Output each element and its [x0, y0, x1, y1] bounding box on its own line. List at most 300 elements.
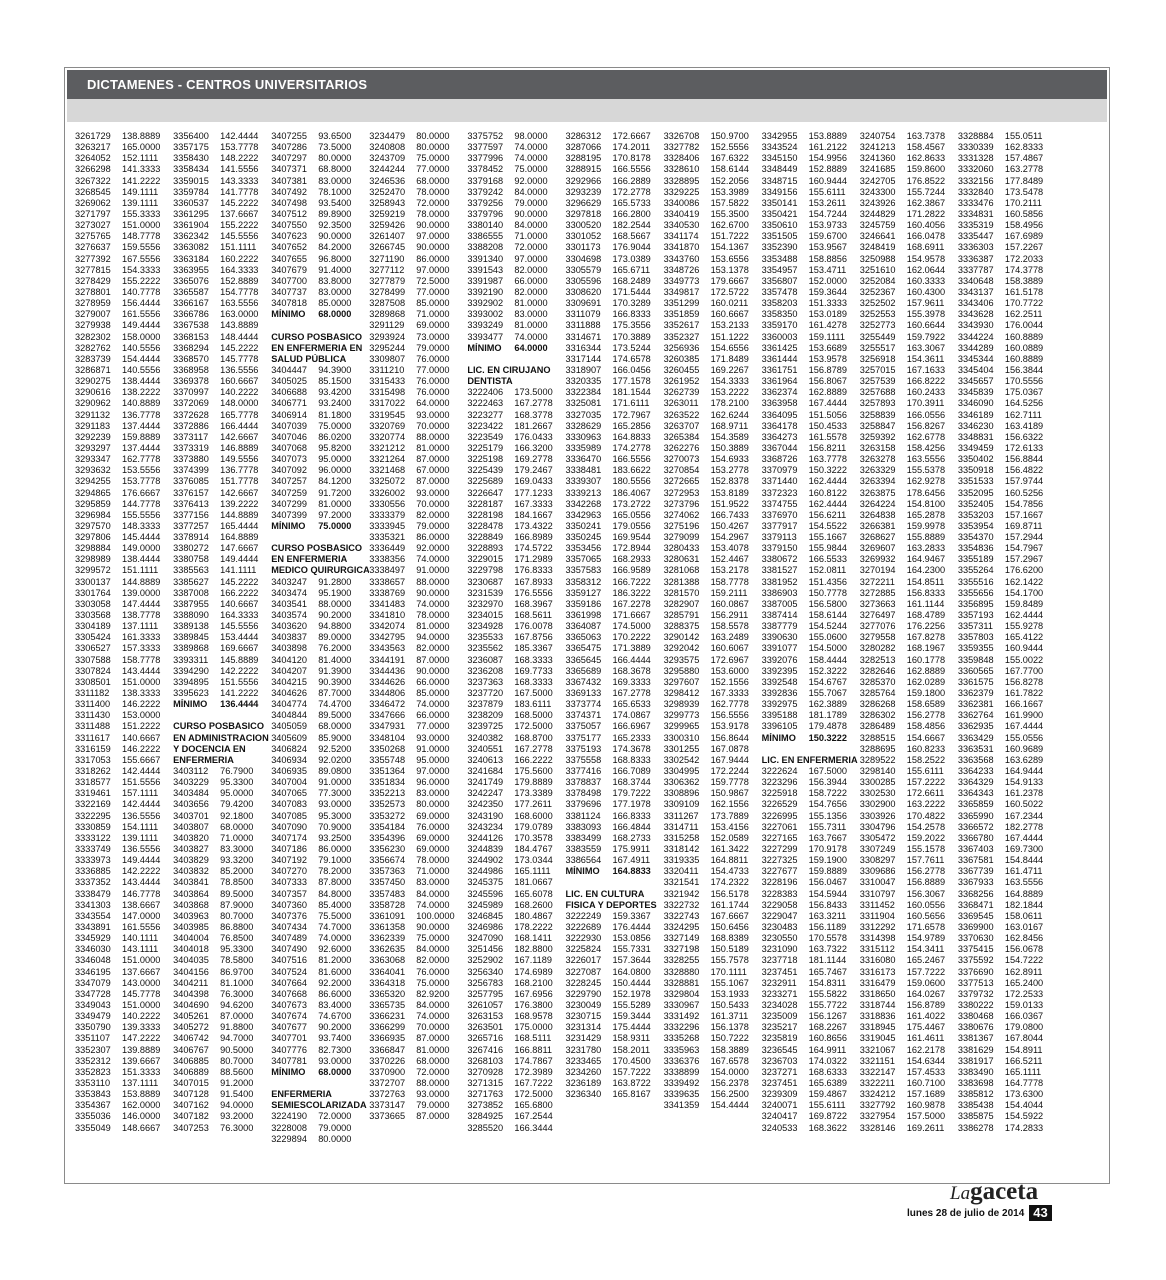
- result-row: 3352573 80.0000: [369, 799, 450, 810]
- result-row: 3240551 167.2778: [467, 743, 553, 754]
- result-row: 3222463 167.2778: [467, 398, 553, 409]
- result-row: 3333122 139.1111: [75, 832, 159, 843]
- result-row: 3403474 95.1900: [271, 587, 352, 598]
- program-heading: EN ENFERMERIA: [271, 554, 348, 565]
- result-row: 3369133 167.2778: [565, 688, 651, 699]
- result-row: 3392190 82.0000: [467, 286, 548, 297]
- result-row: 3403620 94.8800: [271, 621, 352, 632]
- result-row: 3288695 160.8233: [859, 743, 946, 754]
- result-row: 3240417 169.8722: [761, 1111, 847, 1122]
- result-row: 3341359 154.4444: [663, 1100, 749, 1111]
- result-row: 3275765 148.7778: [75, 231, 161, 242]
- result-row: 3362764 161.9900: [957, 710, 1044, 721]
- logo-la: La: [950, 1183, 971, 1204]
- result-row: 3263158 158.4256: [859, 442, 946, 453]
- section-header-bar: [67, 70, 1107, 99]
- result-row: 3361964 156.8067: [761, 376, 847, 387]
- result-row: 3282907 160.0867: [663, 598, 749, 609]
- result-row: 3228849 166.8989: [467, 532, 553, 543]
- result-row: 3379168 92.0000: [467, 175, 548, 186]
- result-row: 3290616 138.2222: [75, 387, 161, 398]
- result-row: 3347079 143.0000: [75, 977, 161, 988]
- result-row: 3304189 137.1111: [75, 621, 159, 632]
- result-row: 3381917 166.5211: [957, 1055, 1043, 1066]
- result-row: 3364233 164.9444: [957, 766, 1044, 777]
- program-heading: ENFERMERIA: [173, 754, 234, 765]
- result-row: 3227087 164.0800: [565, 966, 651, 977]
- result-row: 3407674 74.6700: [271, 1011, 352, 1022]
- result-row: 3282762 140.5556: [75, 342, 161, 353]
- result-row: 3377996 74.0000: [467, 153, 548, 164]
- result-row: 3287066 174.2011: [565, 142, 651, 153]
- result-row: 3383698 164.7778: [957, 1077, 1044, 1088]
- result-row: 3322169 142.4444: [75, 799, 161, 810]
- result-row: 3333476 170.2111: [957, 197, 1042, 208]
- result-row: 3407668 86.6000: [271, 988, 352, 999]
- result-row: 3308896 150.9867: [663, 788, 749, 799]
- result-row: 3288195 170.8178: [565, 153, 651, 164]
- result-row: 3352095 160.5256: [957, 487, 1044, 498]
- result-row: 3361358 90.0000: [369, 921, 450, 932]
- result-row: 3309109 162.1556: [663, 799, 749, 810]
- result-row: 3348726 153.1378: [663, 264, 749, 275]
- result-row: 3380140 84.0000: [467, 220, 548, 231]
- result-row: 3367044 156.8211: [761, 442, 847, 453]
- result-row: 3328610 158.6144: [663, 164, 749, 175]
- result-row: 3351364 97.0000: [369, 766, 450, 777]
- result-row: 3352617 153.2133: [663, 320, 749, 331]
- result-row: 3390630 155.0600: [761, 632, 847, 643]
- result-row: 3236189 163.8722: [565, 1077, 651, 1088]
- result-row: 3306362 159.7778: [663, 777, 749, 788]
- result-row: 3265384 154.3589: [663, 431, 749, 442]
- result-row: 3357478 159.3644: [761, 286, 847, 297]
- program-heading: Y DOCENCIA EN: [173, 743, 246, 754]
- result-row: 3263278 163.5556: [859, 454, 946, 465]
- result-row: 3370226 68.0000: [369, 1055, 450, 1066]
- result-row: 3298989 138.4444: [75, 554, 161, 565]
- result-row: 3355049 148.6667: [75, 1122, 161, 1133]
- result-row: 3342955 153.8889: [761, 131, 847, 141]
- result-row: 3407092 96.0000: [271, 465, 352, 476]
- result-row: 3354396 69.0000: [369, 832, 450, 843]
- result-row: 3231780 158.2011: [565, 1044, 651, 1055]
- result-row: 3359127 186.3222: [565, 587, 651, 598]
- result-row: 3370900 72.0000: [369, 1066, 450, 1077]
- result-row: 3251610 162.0644: [859, 264, 946, 275]
- result-row: 3272953 153.8189: [663, 487, 749, 498]
- result-row: 3235562 185.3367: [467, 643, 553, 654]
- result-row: 3381952 151.4356: [761, 576, 847, 587]
- result-row: 3363958 167.4444: [761, 398, 847, 409]
- result-row: 3403484 95.0000: [173, 788, 254, 799]
- result-row: 3248419 168.6911: [859, 242, 945, 253]
- result-row: 3357450 83.0000: [369, 877, 450, 888]
- result-row: 3286871 140.5556: [75, 364, 161, 375]
- result-row: 3376157 142.6667: [173, 487, 259, 498]
- spacer: [762, 744, 860, 755]
- result-row: 3335989 174.2778: [565, 442, 651, 453]
- page-number: 43: [1029, 1205, 1052, 1221]
- result-row: 3359355 160.9444: [957, 643, 1044, 654]
- result-row: 3229015 171.2989: [467, 554, 553, 565]
- result-row: 3231090 163.7322: [761, 944, 847, 955]
- result-row: 3364318 75.0000: [369, 977, 450, 988]
- result-row: 3240808 80.0000: [369, 142, 450, 153]
- result-row: 3344806 85.0000: [369, 688, 450, 699]
- result-row: 3237451 165.6389: [761, 1077, 847, 1088]
- result-row: 3290142 163.2489: [663, 632, 749, 643]
- result-row: 3376690 162.8911: [957, 966, 1043, 977]
- result-row: 3353954 169.8711: [957, 520, 1043, 531]
- result-row: 3318907 166.0456: [565, 364, 651, 375]
- result-row: 3354957 153.4711: [761, 264, 847, 275]
- result-row: 3345929 140.1111: [75, 933, 159, 944]
- result-row: 3252553 155.3978: [859, 309, 946, 320]
- result-row: 3362381 166.1667: [957, 699, 1044, 710]
- result-row: 3258943 72.0000: [369, 197, 450, 208]
- result-row: 3229790 152.1978: [565, 988, 651, 999]
- result-row: 3332060 163.2778: [957, 164, 1044, 175]
- result-row: 3288515 154.6667: [859, 732, 946, 743]
- result-row: 3235217 168.2267: [761, 1022, 847, 1033]
- result-row: 3263501 175.0000: [467, 1022, 553, 1033]
- result-row: 3321212 81.0000: [369, 442, 450, 453]
- result-row: 3305596 168.2489: [565, 275, 651, 286]
- result-row: 3353456 172.8944: [565, 543, 651, 554]
- result-row: 3404156 86.9700: [173, 966, 254, 977]
- result-row: 3356230 69.0000: [369, 844, 450, 854]
- result-row: 3250988 154.9578: [859, 253, 946, 264]
- result-row: 3272665 152.8378: [663, 476, 749, 487]
- result-row: 3364329 154.9133: [957, 777, 1044, 788]
- result-row: 3387955 140.6667: [173, 598, 259, 609]
- result-row: 3246986 178.2222: [467, 921, 553, 932]
- result-row: 3339307 180.5556: [565, 476, 651, 487]
- result-row: 3338479 146.7778: [75, 888, 161, 899]
- result-row: 3407781 93.0000: [271, 1055, 352, 1066]
- result-row: 3291132 136.7778: [75, 409, 161, 420]
- result-row: 3377257 165.4444: [173, 520, 259, 531]
- result-row: 3359186 167.2278: [565, 598, 651, 609]
- result-row: 3307249 155.1578: [859, 844, 946, 854]
- result-row: 3310797 156.3067: [859, 888, 946, 899]
- result-row: 3404120 81.4000: [271, 654, 352, 665]
- result-row: 3352312 139.6667: [75, 1055, 161, 1066]
- result-row: 3344436 90.0000: [369, 665, 450, 676]
- result-row: 3333749 136.5556: [75, 844, 161, 854]
- result-row: 3406742 94.7000: [173, 1033, 254, 1044]
- result-row: 3291129 69.0000: [369, 320, 450, 331]
- result-row: 3259426 90.0000: [369, 220, 450, 231]
- result-row: 3243190 168.6000: [467, 810, 553, 821]
- result-row: 3381527 152.0811: [761, 565, 847, 576]
- result-row: 3339635 156.2500: [663, 1089, 749, 1100]
- result-row: 3266381 159.9978: [859, 520, 946, 531]
- result-row: 3383490 165.1111: [957, 1066, 1042, 1077]
- result-row: 3340648 158.3889: [957, 275, 1044, 286]
- result-row: 3381367 167.8044: [957, 1033, 1044, 1044]
- result-row: 3231539 176.5556: [467, 587, 553, 598]
- result-row: 3286489 158.4856: [859, 721, 946, 732]
- result-row: 3362374 162.8889: [761, 387, 847, 398]
- result-row: 3367432 169.3333: [565, 676, 651, 687]
- result-row: 3300285 157.2222: [859, 777, 946, 788]
- result-row: 3404211 81.1000: [173, 977, 254, 988]
- result-row: 3296984 155.5556: [75, 509, 161, 520]
- result-row: 3245989 168.2600: [467, 899, 553, 910]
- result-row: 3289522 158.2522: [859, 754, 946, 765]
- result-row: 3379696 177.1978: [565, 799, 651, 810]
- result-row: 3230715 159.3444: [565, 1011, 651, 1022]
- result-row: 3332296 156.1378: [663, 1022, 749, 1033]
- result-row: 3320774 88.0000: [369, 431, 450, 442]
- results-column: [958, 131, 1056, 1171]
- result-row: 3403837 89.0000: [271, 632, 352, 643]
- result-row: 3222689 176.4444: [565, 921, 651, 932]
- result-row: 3361425 153.6689: [761, 342, 847, 353]
- result-row: 3234028 155.7722: [761, 999, 847, 1010]
- result-row: 3318650 164.0267: [859, 988, 946, 999]
- result-row: 3357483 84.0000: [369, 888, 450, 899]
- result-row: 3239725 172.5000: [467, 721, 553, 732]
- result-row: 3319335 164.8811: [663, 855, 749, 866]
- result-row: 3270073 154.6933: [663, 454, 749, 465]
- result-row: 3372069 148.0000: [173, 398, 259, 409]
- result-row: 3223549 176.0433: [467, 431, 553, 442]
- result-row: 3226995 155.1356: [761, 810, 847, 821]
- result-row: 3369378 160.6667: [173, 376, 259, 387]
- result-row: 3327954 157.5000: [859, 1111, 946, 1122]
- result-row: 3225824 155.7331: [565, 944, 651, 955]
- result-row: 3342963 165.0556: [565, 509, 651, 520]
- result-row: 3234260 157.7222: [565, 1066, 651, 1077]
- result-row: 3244986 165.1111: [467, 866, 551, 877]
- minimum-score-row: MÍNIMO 64.0000: [467, 342, 548, 353]
- result-row: 3320411 154.4733: [663, 866, 749, 877]
- result-row: 3321264 87.0000: [369, 454, 450, 465]
- result-row: 3407434 74.7000: [271, 921, 352, 932]
- result-row: 3338356 74.0000: [369, 554, 450, 565]
- result-row: 3222406 173.5000: [467, 387, 553, 398]
- result-row: 3328880 170.1111: [663, 966, 747, 977]
- result-row: 3328895 152.2056: [663, 175, 749, 186]
- result-row: 3353488 158.8856: [761, 253, 847, 264]
- result-row: 3407498 93.5400: [271, 197, 352, 208]
- result-row: 3407162 94.0000: [173, 1100, 254, 1111]
- result-row: 3373319 146.8889: [173, 442, 259, 453]
- result-row: 3299572 151.1111: [75, 565, 159, 576]
- result-row: 3407255 93.6500: [271, 131, 352, 141]
- result-row: 3240071 155.6111: [761, 1100, 846, 1111]
- result-row: 3347728 145.7778: [75, 988, 161, 999]
- result-row: 3356807 152.0000: [761, 275, 847, 286]
- result-row: 3326002 93.0000: [369, 487, 450, 498]
- result-row: 3245375 181.0667: [467, 877, 553, 888]
- result-row: 3230483 156.1189: [761, 921, 847, 932]
- result-row: 3362935 167.4444: [957, 721, 1044, 732]
- result-row: 3227061 155.7311: [761, 821, 847, 832]
- result-row: 3293239 172.2778: [565, 186, 651, 197]
- result-row: 3407737 83.0000: [271, 286, 352, 297]
- result-row: 3243234 179.0789: [467, 821, 553, 832]
- result-row: 3368726 163.7778: [761, 454, 847, 465]
- result-row: 3364041 76.0000: [369, 966, 450, 977]
- result-row: 3355656 154.1700: [957, 587, 1044, 598]
- result-row: 3223296 156.3944: [761, 777, 847, 788]
- result-row: 3373147 79.0000: [369, 1100, 450, 1111]
- result-row: 3328881 155.1067: [663, 977, 749, 988]
- result-row: 3387779 154.5244: [761, 621, 847, 632]
- result-row: 3244126 170.3578: [467, 832, 553, 843]
- result-row: 3300310 156.8644: [663, 732, 749, 743]
- result-row: 3370630 162.8456: [957, 933, 1044, 944]
- result-row: 3228245 150.4444: [565, 977, 651, 988]
- result-row: 3311182 138.3333: [75, 688, 161, 699]
- result-row: 3321151 154.6344: [859, 1055, 946, 1066]
- result-row: 3341174 151.7222: [663, 231, 749, 242]
- result-row: 3321541 174.2322: [663, 877, 749, 888]
- result-row: 3303926 170.4822: [859, 810, 946, 821]
- result-row: 3378914 164.8889: [173, 532, 259, 543]
- result-row: 3393477 74.0000: [467, 331, 548, 342]
- result-row: 3329804 153.1933: [663, 988, 749, 999]
- result-row: 3350402 156.8844: [957, 454, 1044, 465]
- result-row: 3235009 156.1267: [761, 1011, 847, 1022]
- result-row: 3352390 153.9567: [761, 242, 847, 253]
- result-row: 3381629 154.8911: [957, 1044, 1043, 1055]
- result-row: 3311617 140.6667: [75, 732, 161, 743]
- minimum-score-row: MÍNIMO 164.8833: [565, 866, 651, 877]
- result-row: 3301764 139.0000: [75, 587, 161, 598]
- result-row: 3338657 88.0000: [369, 576, 450, 587]
- result-row: 3378452 75.0000: [467, 164, 548, 175]
- result-row: 3406934 92.0200: [271, 754, 352, 765]
- result-row: 3392902 81.0000: [467, 298, 548, 309]
- result-row: 3333379 82.0000: [369, 509, 450, 520]
- result-row: 3357803 165.4122: [957, 632, 1044, 643]
- result-row: 3281068 153.2178: [663, 565, 749, 576]
- result-row: 3344191 87.0000: [369, 654, 450, 665]
- result-row: 3407085 95.3000: [271, 810, 352, 821]
- result-row: 3316173 157.7222: [859, 966, 946, 977]
- result-row: 3351533 157.9744: [957, 476, 1044, 487]
- results-column: [467, 131, 565, 1171]
- result-row: 3263875 178.6456: [859, 487, 946, 498]
- result-row: 3261407 97.0000: [369, 231, 450, 242]
- result-row: 3297806 145.4444: [75, 532, 161, 543]
- result-row: 3383499 168.2733: [565, 832, 651, 843]
- result-row: 3342074 81.0000: [369, 621, 450, 632]
- result-row: 3362635 84.0000: [369, 944, 450, 955]
- result-row: 3282302 158.0000: [75, 331, 161, 342]
- result-row: 3240754 163.7378: [859, 131, 946, 141]
- result-row: 3379796 90.0000: [467, 208, 548, 219]
- result-row: 3234015 168.5611: [467, 610, 553, 621]
- result-row: 3268627 155.8889: [859, 532, 946, 543]
- result-row: 3257015 167.1633: [859, 364, 946, 375]
- result-row: 3372763 93.0000: [369, 1089, 450, 1100]
- result-row: 3350245 169.9544: [565, 532, 651, 543]
- result-row: 3289868 71.0000: [369, 309, 450, 320]
- result-row: 3327198 150.5189: [663, 944, 749, 955]
- result-row: 3270928 172.3989: [467, 1066, 553, 1077]
- result-row: 3403841 78.8500: [173, 877, 254, 888]
- result-row: 3346472 74.0000: [369, 699, 450, 710]
- result-row: 3358430 148.2222: [173, 153, 259, 164]
- result-row: 3359015 143.3333: [173, 175, 259, 186]
- result-row: 3314671 170.3889: [565, 331, 651, 342]
- result-row: 3337787 174.3778: [957, 264, 1044, 275]
- result-row: 3322384 181.1544: [565, 387, 651, 398]
- result-row: 3223422 181.2667: [467, 420, 553, 431]
- result-row: 3252367 160.4300: [859, 286, 946, 297]
- result-row: 3406935 89.0800: [271, 766, 352, 777]
- result-row: 3378498 179.7222: [565, 788, 651, 799]
- result-row: 3406885 80.7000: [173, 1055, 254, 1066]
- result-row: 3227325 159.1900: [761, 855, 847, 866]
- result-row: 3231314 175.4444: [565, 1022, 651, 1033]
- result-row: 3222249 159.3367: [565, 910, 651, 921]
- result-row: 3299965 153.9178: [663, 721, 749, 732]
- minimum-score-row: MÍNIMO 68.0000: [271, 1066, 352, 1077]
- results-panel: [64, 67, 1110, 1184]
- result-row: 3385438 154.4044: [957, 1100, 1044, 1111]
- result-row: 3407381 83.0000: [271, 175, 352, 186]
- result-row: 3352307 139.8889: [75, 1044, 161, 1055]
- result-row: 3370997 140.2222: [173, 387, 259, 398]
- result-row: 3359848 155.0022: [957, 654, 1044, 665]
- result-row: 3407182 93.2000: [173, 1111, 254, 1122]
- result-row: 3228187 167.3333: [467, 498, 553, 509]
- result-row: 3407357 84.8000: [271, 888, 352, 899]
- result-row: 3314398 154.9789: [859, 933, 946, 944]
- result-row: 3340419 155.3500: [663, 208, 749, 219]
- result-row: 3406824 92.5200: [271, 743, 352, 754]
- result-row: 3343930 176.0044: [957, 320, 1044, 331]
- results-column: [762, 131, 860, 1171]
- result-row: 3226017 157.3644: [565, 955, 651, 966]
- result-row: 3363531 160.9689: [957, 743, 1044, 754]
- result-row: 3246845 180.4867: [467, 910, 553, 921]
- result-row: 3404004 76.8500: [173, 933, 254, 944]
- result-row: 3317053 155.6667: [75, 754, 161, 765]
- result-row: 3346230 163.4189: [957, 420, 1044, 431]
- result-row: 3335319 158.4956: [957, 220, 1044, 231]
- result-row: 3295244 79.0000: [369, 342, 450, 353]
- result-row: 3392975 162.3889: [761, 699, 847, 710]
- result-row: 3358312 166.7222: [565, 576, 651, 587]
- result-row: 3293632 153.5556: [75, 465, 161, 476]
- result-row: 3403898 76.2000: [271, 643, 352, 654]
- result-row: 3225918 158.7222: [761, 788, 847, 799]
- result-row: 3343760 153.6556: [663, 253, 749, 264]
- result-row: 3396105 179.4878: [761, 721, 847, 732]
- result-row: 3311210 77.0000: [369, 364, 450, 375]
- result-row: 3354184 76.0000: [369, 821, 450, 832]
- result-row: 3300520 182.2544: [565, 220, 651, 231]
- result-row: 3242247 173.3389: [467, 788, 553, 799]
- result-row: 3374399 136.7778: [173, 465, 259, 476]
- result-row: 3278801 140.7778: [75, 286, 161, 297]
- result-row: 3404035 78.5800: [173, 955, 254, 966]
- result-row: 3273796 151.9522: [663, 498, 749, 509]
- result-row: 3244829 171.2822: [859, 208, 946, 219]
- result-row: 3352327 151.1222: [663, 331, 749, 342]
- result-row: 3276637 159.5556: [75, 242, 161, 253]
- result-row: 3293924 73.0000: [369, 331, 450, 342]
- result-row: 3311430 153.0000: [75, 710, 161, 721]
